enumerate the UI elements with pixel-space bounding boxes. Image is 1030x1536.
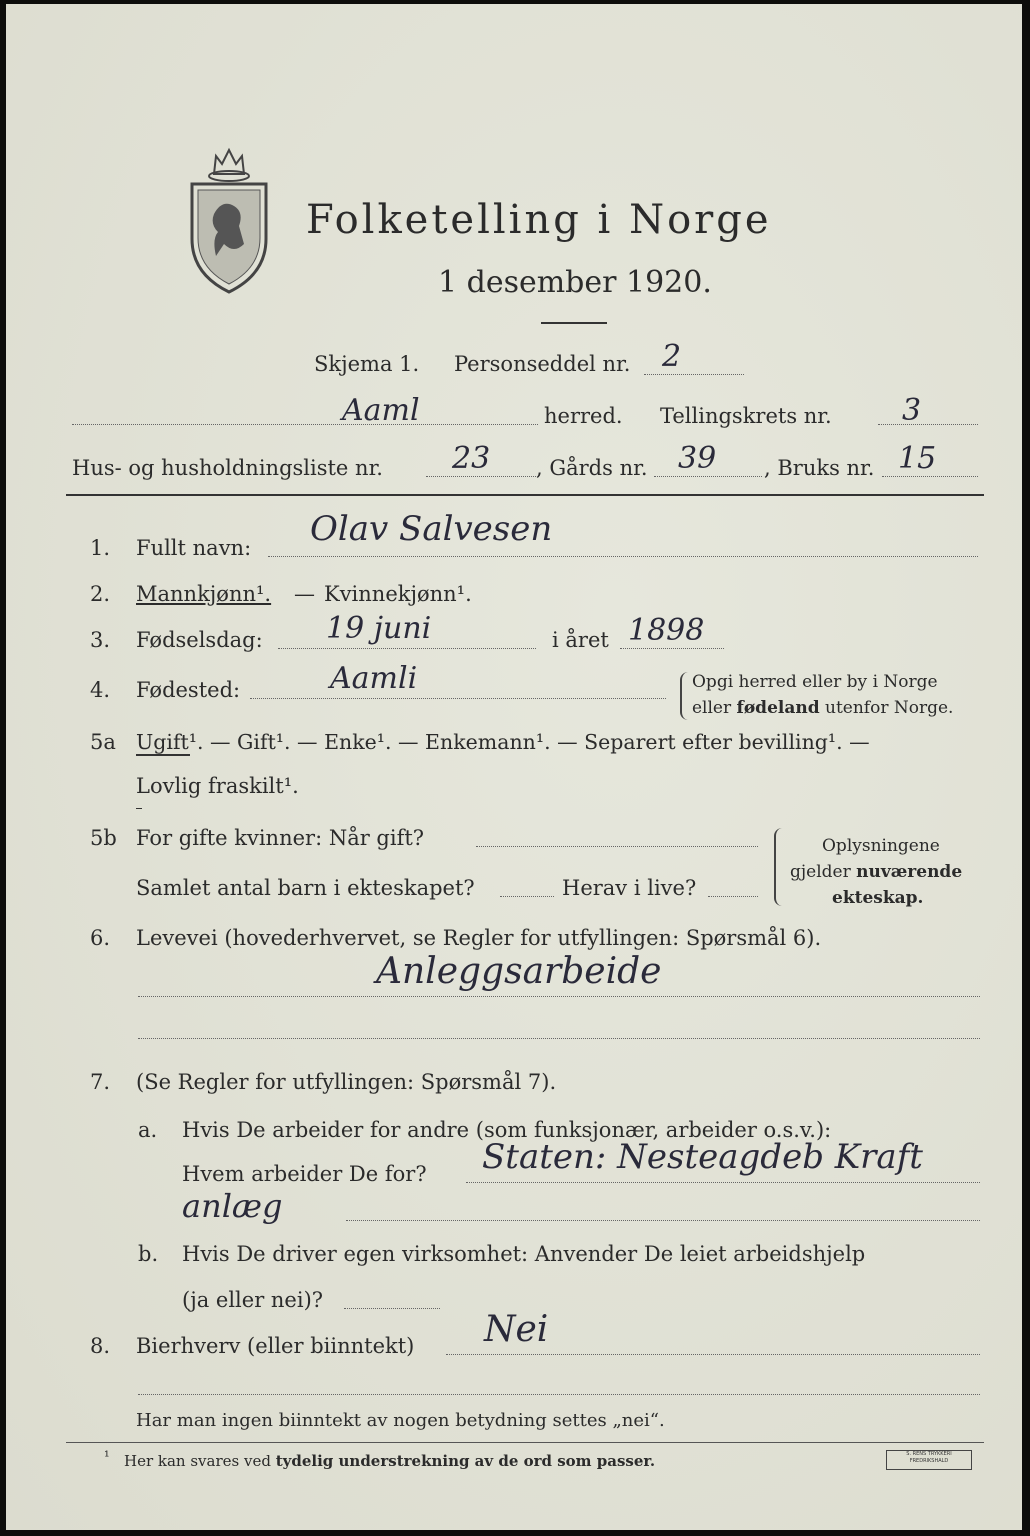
q5b-note1: Oplysningene (822, 836, 940, 856)
q8-line2 (138, 1394, 980, 1395)
gards-value[interactable]: 39 (678, 441, 717, 476)
q3-year-line (620, 648, 724, 649)
q7a-answer2[interactable]: anlæg (182, 1187, 283, 1225)
footnote-divider (66, 1442, 984, 1443)
footnote-mark: ¹ (104, 1449, 110, 1465)
q5b-number: 5b (90, 826, 117, 850)
q5a-divider (136, 808, 142, 809)
bruks-line (882, 476, 978, 477)
q3-year-value[interactable]: 1898 (628, 613, 705, 648)
q3-answer[interactable]: 19 juni (326, 611, 432, 646)
bruks-value[interactable]: 15 (898, 441, 937, 476)
q5b-alive-line (708, 896, 758, 897)
q7a-line1: Hvis De arbeider for andre (som funksjonær, arbeider o.s.v.): (182, 1118, 832, 1142)
gards-label: , Gårds nr. (536, 456, 648, 480)
q8-answer[interactable]: Nei (484, 1309, 549, 1350)
q5b-alive-label: Herav i live? (562, 876, 697, 900)
q6-line1 (138, 996, 980, 997)
husliste-line (426, 476, 536, 477)
q8-number: 8. (90, 1334, 111, 1358)
q4-answer[interactable]: Aamli (330, 661, 418, 696)
q4-note-brace (680, 672, 688, 720)
q6-number: 6. (90, 926, 111, 950)
q8-line (446, 1354, 980, 1355)
q3-number: 3. (90, 628, 111, 652)
q7b-line1: Hvis De driver egen virksomhet: Anvender De leiet arbeidshjelp (182, 1242, 866, 1266)
q2-number: 2. (90, 582, 111, 606)
census-form (6, 4, 1022, 1530)
q1-line (268, 556, 978, 557)
q6-line2 (138, 1038, 980, 1039)
herred-value[interactable]: Aaml (342, 393, 420, 428)
tellingskrets-value[interactable]: 3 (902, 393, 922, 428)
tellingskrets-label: Tellingskrets nr. (660, 404, 832, 428)
tellingskrets-line (878, 424, 978, 425)
q7a-line2 (346, 1220, 980, 1221)
q5b-line2: Samlet antal barn i ekteskapet? (136, 876, 475, 900)
q5b-note2: gjelder nuværende (790, 862, 963, 882)
q3-label: Fødselsdag: (136, 628, 263, 652)
q4-number: 4. (90, 678, 111, 702)
q1-answer[interactable]: Olav Salvesen (310, 509, 553, 549)
herred-line (72, 424, 538, 425)
q2-dash: — (294, 582, 315, 606)
q8-label: Bierhverv (eller biinntekt) (136, 1334, 415, 1358)
q7b-line (344, 1308, 440, 1309)
coat-of-arms-icon (184, 144, 274, 294)
title-divider (541, 322, 607, 324)
husliste-label: Hus- og husholdningsliste nr. (72, 456, 383, 480)
q2-male-option[interactable]: Mannkjønn¹. (136, 582, 272, 606)
q7a-number: a. (138, 1118, 158, 1142)
q5b-note-brace (774, 828, 784, 906)
personseddel-value[interactable]: 2 (662, 339, 682, 374)
printer-stamp: S. RENS TRYKKERI FREDRIKSHALD (886, 1450, 972, 1470)
q6-answer[interactable]: Anleggsarbeide (376, 951, 662, 992)
q5b-line1: For gifte kvinner: Når gift? (136, 826, 425, 850)
form-title: Folketelling i Norge (306, 197, 772, 243)
q3-line (278, 648, 536, 649)
q6-label: Levevei (hovederhvervet, se Regler for utfyllingen: Spørsmål 6). (136, 926, 822, 950)
q5b-married-line (476, 846, 758, 847)
q4-label: Fødested: (136, 678, 241, 702)
q7b-line2: (ja eller nei)? (182, 1288, 324, 1312)
q5a-options-line1[interactable]: Ugift¹. — Gift¹. — Enke¹. — Enkemann¹. — Separert efter bevilling¹. — (136, 730, 870, 754)
husliste-value[interactable]: 23 (452, 441, 491, 476)
q7a-answer1[interactable]: Staten: Nesteagdeb Kraft (482, 1137, 923, 1177)
nei-note: Har man ingen biinntekt av nogen betydning settes „nei“. (136, 1410, 665, 1431)
q5a-ugift-underline (136, 754, 190, 756)
schema-label: Skjema 1. (314, 352, 420, 376)
q5b-children-line (500, 896, 554, 897)
q5b-note3: ekteskap. (832, 888, 924, 908)
personseddel-line (644, 374, 744, 375)
q1-label: Fullt navn: (136, 536, 252, 560)
q7a-line (466, 1182, 980, 1183)
q4-line (250, 698, 666, 699)
q7a-line2: Hvem arbeider De for? (182, 1162, 427, 1186)
q2-female-option[interactable]: Kvinnekjønn¹. (324, 582, 472, 606)
q7b-number: b. (138, 1242, 159, 1266)
census-date: 1 desember 1920. (438, 265, 712, 300)
herred-label: herred. (544, 404, 623, 428)
q5a-options-line2[interactable]: Lovlig fraskilt¹. (136, 774, 299, 798)
q3-year-label: i året (552, 628, 609, 652)
q7-number: 7. (90, 1070, 111, 1094)
q1-number: 1. (90, 536, 111, 560)
gards-line (654, 476, 762, 477)
q4-note-line2: eller fødeland utenfor Norge. (692, 698, 954, 718)
q5a-number: 5a (90, 730, 116, 754)
q4-note-line1: Opgi herred eller by i Norge (692, 672, 938, 692)
header-divider (66, 494, 984, 496)
footnote-text: Her kan svares ved tydelig understrekning av de ord som passer. (124, 1452, 656, 1470)
bruks-label: , Bruks nr. (764, 456, 875, 480)
personseddel-label: Personseddel nr. (454, 352, 631, 376)
q7-label: (Se Regler for utfyllingen: Spørsmål 7). (136, 1070, 557, 1094)
